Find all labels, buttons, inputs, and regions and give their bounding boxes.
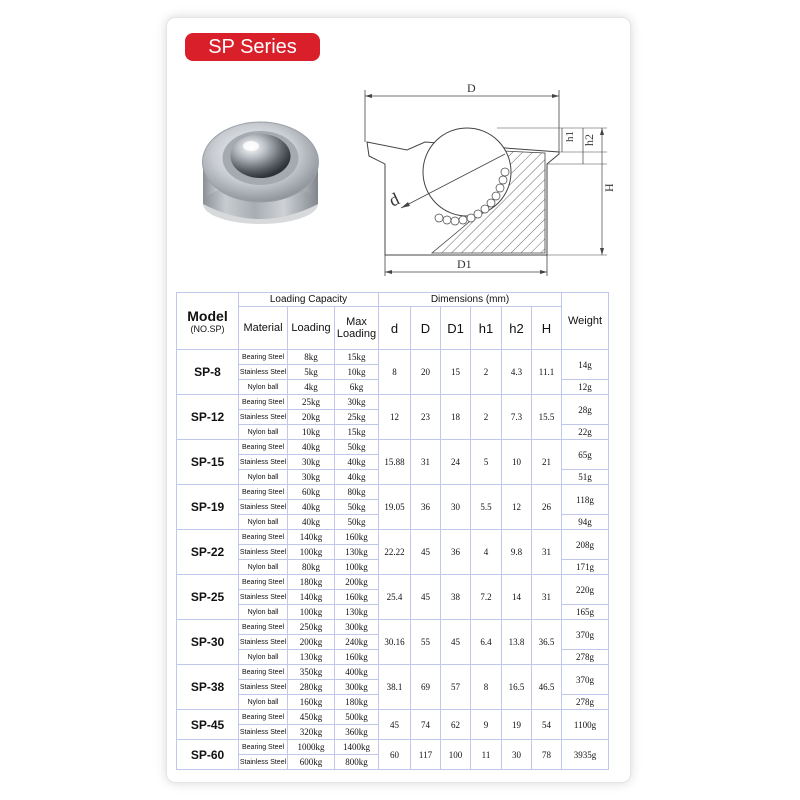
dim-h2-header: h2 <box>502 307 532 350</box>
max-loading-cell: 300kg <box>335 620 379 635</box>
weight-cell: 165g <box>562 605 609 620</box>
weight-header: Weight <box>562 293 609 350</box>
weight-cell: 208g <box>562 530 609 560</box>
max-loading-cell: 160kg <box>335 650 379 665</box>
loading-cell: 10kg <box>288 425 335 440</box>
dim-h2-cell: 4.3 <box>502 350 532 395</box>
dim-H-cell: 31 <box>532 575 562 620</box>
label-D1: D1 <box>457 257 472 271</box>
loading-cell: 320kg <box>288 725 335 740</box>
loading-cell: 600kg <box>288 755 335 770</box>
dim-h1-cell: 7.2 <box>471 575 502 620</box>
dim-h2-cell: 10 <box>502 440 532 485</box>
label-d: d <box>385 188 403 211</box>
table-row <box>177 740 609 755</box>
max-loading-cell: 300kg <box>335 680 379 695</box>
material-cell: Bearing Steel <box>239 395 288 410</box>
max-loading-cell: 180kg <box>335 695 379 710</box>
weight-cell: 1100g <box>562 710 609 740</box>
table-row <box>177 485 609 500</box>
material-cell: Nylon ball <box>239 515 288 530</box>
material-cell: Stainless Steel <box>239 680 288 695</box>
specification-table-body <box>177 350 609 770</box>
dim-H-cell: 31 <box>532 530 562 575</box>
max-loading-cell: 50kg <box>335 515 379 530</box>
weight-cell: 14g <box>562 350 609 380</box>
dim-D1-cell: 24 <box>441 440 471 485</box>
material-cell: Bearing Steel <box>239 710 288 725</box>
weight-cell: 118g <box>562 485 609 515</box>
weight-cell: 12g <box>562 380 609 395</box>
max-loading-cell: 800kg <box>335 755 379 770</box>
dim-d-cell: 19.05 <box>379 485 411 530</box>
dim-H-cell: 26 <box>532 485 562 530</box>
max-loading-cell: 6kg <box>335 380 379 395</box>
table-row <box>177 440 609 455</box>
material-cell: Stainless Steel <box>239 590 288 605</box>
dim-D-cell: 69 <box>411 665 441 710</box>
material-cell: Stainless Steel <box>239 455 288 470</box>
dim-H-cell: 21 <box>532 440 562 485</box>
dim-h2-cell: 14 <box>502 575 532 620</box>
weight-cell: 278g <box>562 650 609 665</box>
dim-H-cell: 36.5 <box>532 620 562 665</box>
dim-h1-cell: 9 <box>471 710 502 740</box>
table-row <box>177 575 609 590</box>
max-loading-cell: 40kg <box>335 470 379 485</box>
dimensions-header: Dimensions (mm) <box>379 293 562 307</box>
loading-cell: 140kg <box>288 590 335 605</box>
dim-d-cell: 15.88 <box>379 440 411 485</box>
table-row <box>177 350 609 365</box>
material-cell: Bearing Steel <box>239 740 288 755</box>
dim-H-cell: 78 <box>532 740 562 770</box>
max-loading-cell: 30kg <box>335 395 379 410</box>
weight-cell: 3935g <box>562 740 609 770</box>
max-loading-cell: 160kg <box>335 590 379 605</box>
model-cell: SP-38 <box>177 665 239 710</box>
max-loading-cell: 360kg <box>335 725 379 740</box>
material-cell: Bearing Steel <box>239 665 288 680</box>
material-cell: Nylon ball <box>239 695 288 710</box>
material-cell: Bearing Steel <box>239 485 288 500</box>
max-loading-cell: 100kg <box>335 560 379 575</box>
loading-cell: 200kg <box>288 635 335 650</box>
loading-cell: 20kg <box>288 410 335 425</box>
model-cell: SP-25 <box>177 575 239 620</box>
max-loading-cell: 500kg <box>335 710 379 725</box>
dim-h2-cell: 9.8 <box>502 530 532 575</box>
dim-D-cell: 36 <box>411 485 441 530</box>
loading-cell: 40kg <box>288 440 335 455</box>
max-loading-cell: 50kg <box>335 440 379 455</box>
dim-d-cell: 60 <box>379 740 411 770</box>
dim-D-cell: 45 <box>411 575 441 620</box>
dim-h2-cell: 30 <box>502 740 532 770</box>
loading-cell: 25kg <box>288 395 335 410</box>
dim-D1-header: D1 <box>441 307 471 350</box>
label-D: D <box>467 81 476 95</box>
label-h1: h1 <box>564 131 576 142</box>
dim-h1-cell: 2 <box>471 395 502 440</box>
loading-cell: 40kg <box>288 500 335 515</box>
loading-cell: 450kg <box>288 710 335 725</box>
material-cell: Bearing Steel <box>239 620 288 635</box>
max-loading-cell: 10kg <box>335 365 379 380</box>
dim-D1-cell: 45 <box>441 620 471 665</box>
loading-cell: 250kg <box>288 620 335 635</box>
loading-cell: 80kg <box>288 560 335 575</box>
specification-table <box>176 292 609 770</box>
dim-D1-cell: 100 <box>441 740 471 770</box>
dim-D-header: D <box>411 307 441 350</box>
model-header-label: Model <box>187 307 228 324</box>
max-loading-cell: 40kg <box>335 455 379 470</box>
loading-cell: 5kg <box>288 365 335 380</box>
dim-d-cell: 25.4 <box>379 575 411 620</box>
weight-cell: 278g <box>562 695 609 710</box>
table-row <box>177 665 609 680</box>
model-cell: SP-19 <box>177 485 239 530</box>
model-cell: SP-22 <box>177 530 239 575</box>
weight-cell: 370g <box>562 620 609 650</box>
dim-h2-cell: 13.8 <box>502 620 532 665</box>
dim-d-cell: 22.22 <box>379 530 411 575</box>
dim-h2-cell: 16.5 <box>502 665 532 710</box>
dim-h2-cell: 19 <box>502 710 532 740</box>
weight-cell: 220g <box>562 575 609 605</box>
loading-capacity-header: Loading Capacity <box>239 293 379 307</box>
model-header-sub: (NO.SP) <box>190 323 225 334</box>
dim-D1-cell: 57 <box>441 665 471 710</box>
loading-cell: 140kg <box>288 530 335 545</box>
model-cell: SP-8 <box>177 350 239 395</box>
loading-header: Loading <box>288 307 335 350</box>
dim-H-cell: 11.1 <box>532 350 562 395</box>
dim-D-cell: 74 <box>411 710 441 740</box>
max-loading-cell: 400kg <box>335 665 379 680</box>
loading-cell: 30kg <box>288 455 335 470</box>
material-cell: Nylon ball <box>239 650 288 665</box>
label-H: H <box>602 183 616 192</box>
max-loading-cell: 130kg <box>335 545 379 560</box>
dim-h1-cell: 2 <box>471 350 502 395</box>
model-cell: SP-60 <box>177 740 239 770</box>
table-row <box>177 620 609 635</box>
label-h2: h2 <box>582 134 596 146</box>
material-cell: Nylon ball <box>239 425 288 440</box>
loading-cell: 160kg <box>288 695 335 710</box>
material-cell: Stainless Steel <box>239 410 288 425</box>
dim-H-cell: 54 <box>532 710 562 740</box>
dim-h1-cell: 5 <box>471 440 502 485</box>
material-cell: Stainless Steel <box>239 755 288 770</box>
dim-h1-cell: 4 <box>471 530 502 575</box>
dim-D-cell: 55 <box>411 620 441 665</box>
material-cell: Stainless Steel <box>239 545 288 560</box>
model-cell: SP-15 <box>177 440 239 485</box>
loading-cell: 100kg <box>288 605 335 620</box>
ball-transfer-unit-photo <box>193 106 328 241</box>
max-loading-cell: 130kg <box>335 605 379 620</box>
dim-h2-cell: 12 <box>502 485 532 530</box>
max-loading-cell: 80kg <box>335 485 379 500</box>
dim-D-cell: 45 <box>411 530 441 575</box>
max-loading-cell: 15kg <box>335 350 379 365</box>
max-loading-cell: 200kg <box>335 575 379 590</box>
max-loading-cell: 1400kg <box>335 740 379 755</box>
material-cell: Nylon ball <box>239 560 288 575</box>
table-row <box>177 710 609 725</box>
dim-D-cell: 20 <box>411 350 441 395</box>
material-cell: Stainless Steel <box>239 365 288 380</box>
dim-H-header: H <box>532 307 562 350</box>
table-row <box>177 530 609 545</box>
dim-h2-cell: 7.3 <box>502 395 532 440</box>
max-loading-cell: 240kg <box>335 635 379 650</box>
loading-cell: 1000kg <box>288 740 335 755</box>
dim-D-cell: 117 <box>411 740 441 770</box>
dim-H-cell: 15.5 <box>532 395 562 440</box>
material-cell: Stainless Steel <box>239 725 288 740</box>
series-title-badge: SP Series <box>185 33 320 61</box>
loading-cell: 8kg <box>288 350 335 365</box>
table-row <box>177 395 609 410</box>
dim-D1-cell: 18 <box>441 395 471 440</box>
weight-cell: 28g <box>562 395 609 425</box>
dim-d-cell: 30.16 <box>379 620 411 665</box>
max-loading-cell: 15kg <box>335 425 379 440</box>
material-cell: Bearing Steel <box>239 350 288 365</box>
max-loading-cell: 25kg <box>335 410 379 425</box>
dim-h1-cell: 11 <box>471 740 502 770</box>
dim-h1-cell: 8 <box>471 665 502 710</box>
dim-D1-cell: 30 <box>441 485 471 530</box>
model-cell: SP-45 <box>177 710 239 740</box>
dim-h1-cell: 5.5 <box>471 485 502 530</box>
loading-cell: 4kg <box>288 380 335 395</box>
loading-cell: 30kg <box>288 470 335 485</box>
material-cell: Stainless Steel <box>239 500 288 515</box>
max-loading-header: Max Loading <box>335 307 379 350</box>
dim-d-cell: 12 <box>379 395 411 440</box>
model-header <box>177 293 239 350</box>
dim-D1-cell: 15 <box>441 350 471 395</box>
loading-cell: 100kg <box>288 545 335 560</box>
loading-cell: 350kg <box>288 665 335 680</box>
dim-D1-cell: 36 <box>441 530 471 575</box>
loading-cell: 180kg <box>288 575 335 590</box>
weight-cell: 65g <box>562 440 609 470</box>
dim-d-cell: 45 <box>379 710 411 740</box>
weight-cell: 171g <box>562 560 609 575</box>
loading-cell: 60kg <box>288 485 335 500</box>
dim-H-cell: 46.5 <box>532 665 562 710</box>
cross-section-diagram <box>347 80 627 295</box>
material-cell: Nylon ball <box>239 605 288 620</box>
dim-d-header: d <box>379 307 411 350</box>
material-cell: Bearing Steel <box>239 530 288 545</box>
material-cell: Stainless Steel <box>239 635 288 650</box>
material-cell: Bearing Steel <box>239 440 288 455</box>
max-loading-cell: 50kg <box>335 500 379 515</box>
dim-h1-cell: 6.4 <box>471 620 502 665</box>
weight-cell: 94g <box>562 515 609 530</box>
loading-cell: 280kg <box>288 680 335 695</box>
dim-D-cell: 23 <box>411 395 441 440</box>
weight-cell: 370g <box>562 665 609 695</box>
dim-D1-cell: 62 <box>441 710 471 740</box>
dim-d-cell: 8 <box>379 350 411 395</box>
material-cell: Nylon ball <box>239 380 288 395</box>
loading-cell: 40kg <box>288 515 335 530</box>
dim-D-cell: 31 <box>411 440 441 485</box>
material-header: Material <box>239 307 288 350</box>
weight-cell: 51g <box>562 470 609 485</box>
material-cell: Nylon ball <box>239 470 288 485</box>
spec-sheet-card <box>167 18 630 782</box>
dim-D1-cell: 38 <box>441 575 471 620</box>
max-loading-cell: 160kg <box>335 530 379 545</box>
dim-h1-header: h1 <box>471 307 502 350</box>
loading-cell: 130kg <box>288 650 335 665</box>
model-cell: SP-12 <box>177 395 239 440</box>
material-cell: Bearing Steel <box>239 575 288 590</box>
weight-cell: 22g <box>562 425 609 440</box>
model-cell: SP-30 <box>177 620 239 665</box>
dim-d-cell: 38.1 <box>379 665 411 710</box>
